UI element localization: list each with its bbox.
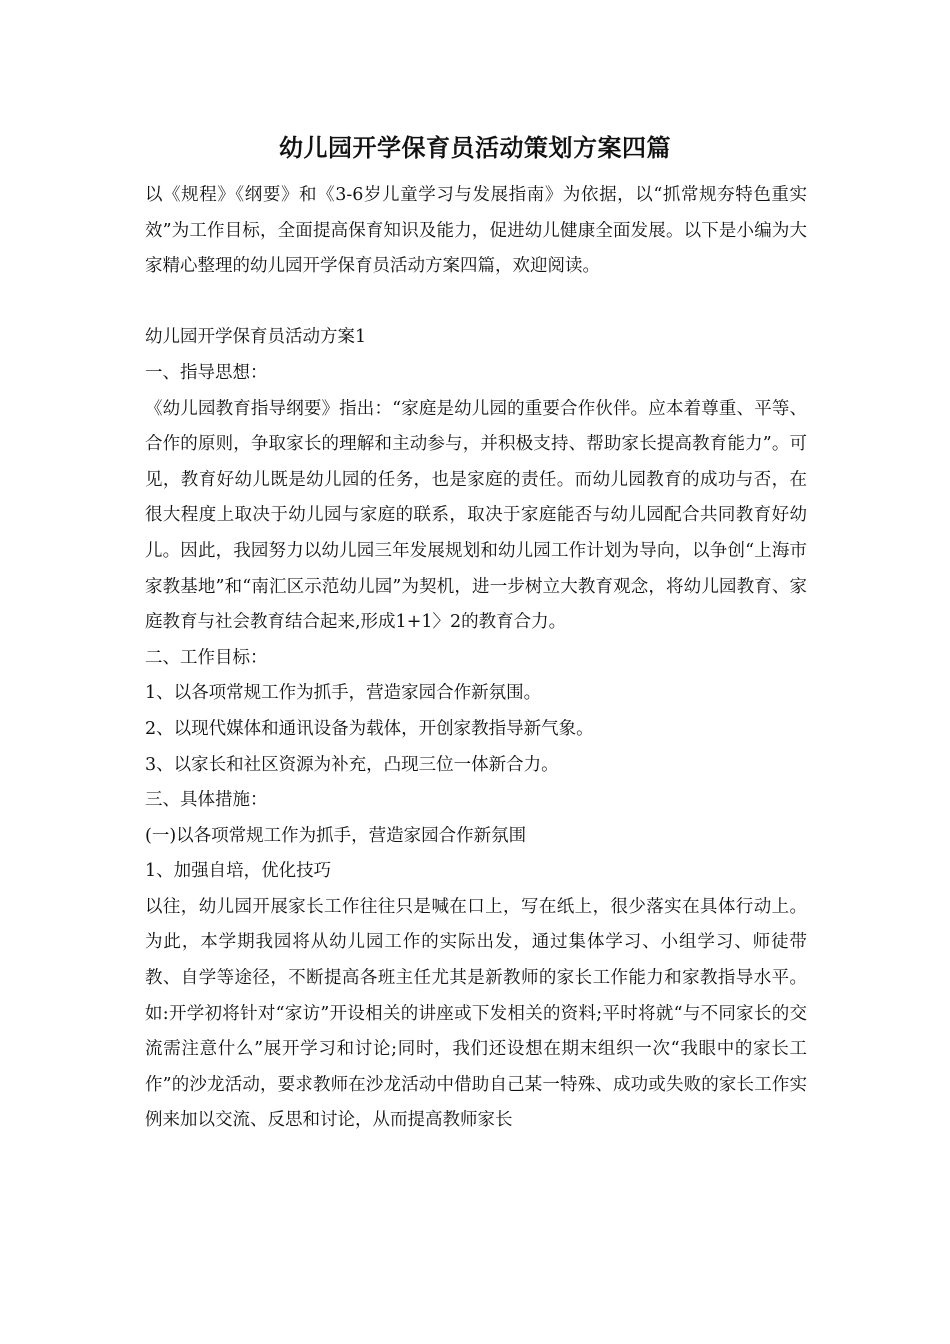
blank-line <box>145 285 807 321</box>
document-body <box>145 178 807 1139</box>
subsection-heading: 二、工作目标： <box>145 647 268 668</box>
subsection-heading: 一、指导思想： <box>145 362 268 383</box>
section-heading: 幼儿园开学保育员活动方案1 <box>145 327 367 348</box>
subsection-heading: (一)以各项常规工作为抓手，营造家园合作新氛围 <box>145 825 527 846</box>
list-item: 1、以各项常规工作为抓手，营造家园合作新氛围。 <box>145 683 542 704</box>
subsection-heading: 三、具体措施： <box>145 790 268 811</box>
list-item: 2、以现代媒体和通讯设备为载体，开创家教指导新气象。 <box>145 718 594 739</box>
subsection-heading: 1、加强自培，优化技巧 <box>145 861 332 882</box>
intro-paragraph: 以《规程》《纲要》和《3-6岁儿童学习与发展指南》为依据，以“抓常规夯特色重实效”为工作目标，全面提高保育知识及能力，促进幼儿健康全面发展。以下是小编为大家精心整理的幼儿园开学保育员活动方案四篇，欢迎阅读。 <box>145 185 807 277</box>
document-title: 幼儿园开学保育员活动策划方案四篇 <box>279 133 671 162</box>
body-paragraph: 以往，幼儿园开展家长工作往往只是喊在口上，写在纸上，很少落实在具体行动上。为此，本学期我园将从幼儿园工作的实际出发，通过集体学习、小组学习、师徒带教、自学等途径，不断提高各班主任尤其是新教师的家长工作能力和家教指导水平。如:开学初将针对“家访”开设相关的讲座或下发相关的资料;平时将就“与不同家长的交流需注意什么”展开学习和讨论;同时，我们还设想在期末组织一次“我眼中的家长工作”的沙龙活动，要求教师在沙龙活动中借助自己某一特殊、成功或失败的家长工作实例来加以交流、反思和讨论，从而提高教师家长 <box>145 896 807 1131</box>
body-paragraph: 《幼儿园教育指导纲要》指出：“家庭是幼儿园的重要合作伙伴。应本着尊重、平等、合作的原则，争取家长的理解和主动参与，并积极支持、帮助家长提高教育能力”。可见，教育好幼儿既是幼儿园的任务，也是家庭的责任。而幼儿园教育的成功与否，在很大程度上取决于幼儿园与家庭的联系，取决于家庭能否与幼儿园配合共同教育好幼儿。因此，我园努力以幼儿园三年发展规划和幼儿园工作计划为导向，以争创“上海市家教基地”和“南汇区示范幼儿园”为契机，进一步树立大教育观念，将幼儿园教育、家庭教育与社会教育结合起来,形成1+1〉2的教育合力。 <box>145 398 807 633</box>
list-item: 3、以家长和社区资源为补充，凸现三位一体新合力。 <box>145 754 559 775</box>
